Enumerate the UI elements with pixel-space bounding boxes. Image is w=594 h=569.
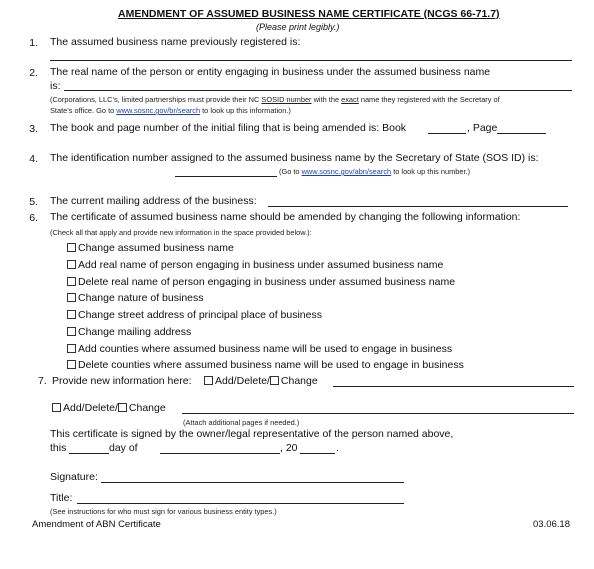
item-4-label: The identification number assigned to the assumed business name by the Secretary of State (SOS ID) is: <box>50 152 539 164</box>
checkbox[interactable] <box>67 360 76 369</box>
item-5-number: 5. <box>29 196 38 208</box>
real-name-field[interactable] <box>64 78 572 91</box>
form-title: AMENDMENT OF ASSUMED BUSINESS NAME CERTIFICATE (NCGS 66-71.7) <box>118 8 500 20</box>
option-delete-real-name[interactable] <box>67 276 455 288</box>
year-period: . <box>336 442 339 454</box>
item-6-number: 6. <box>29 212 38 224</box>
option-add-real-name[interactable] <box>67 259 443 271</box>
option-change-name[interactable] <box>67 242 234 254</box>
sos-id-field[interactable] <box>175 164 277 177</box>
checkbox[interactable] <box>67 243 76 252</box>
new-information-field-2[interactable] <box>182 401 574 414</box>
option-change-street-address[interactable] <box>67 309 322 321</box>
signing-instructions-note: (See instructions for who must sign for various business entity types.) <box>50 507 277 516</box>
checkbox[interactable] <box>67 293 76 302</box>
checkbox[interactable] <box>67 260 76 269</box>
item-5-label: The current mailing address of the business: <box>50 195 257 207</box>
item-2-label: The real name of the person or entity engaging in business under the assumed business name <box>50 66 491 78</box>
assumed-business-name-field[interactable] <box>50 48 572 61</box>
new-information-field-1[interactable] <box>333 374 574 387</box>
br-search-link[interactable]: www.sosnc.gov/br/search <box>116 106 201 115</box>
item-7-label: Provide new information here: <box>52 375 192 387</box>
day-of-label: day of <box>109 442 138 454</box>
note-text: with the <box>311 95 342 104</box>
mailing-address-field[interactable] <box>268 194 568 207</box>
item-3-number: 3. <box>29 123 38 135</box>
note-text: to look up this number.) <box>391 167 471 176</box>
footer-form-name: Amendment of ABN Certificate <box>32 519 161 530</box>
option-label: Add counties where assumed business name will be used to engage in business <box>78 343 453 355</box>
item-7b-options <box>52 402 166 414</box>
option-label: Delete real name of person engaging in business under assumed business name <box>78 276 456 288</box>
item-2-note-line1 <box>50 95 500 104</box>
checkbox[interactable] <box>67 344 76 353</box>
option-change-nature[interactable] <box>67 292 204 304</box>
add-label: Add/ <box>63 402 85 414</box>
checkbox[interactable] <box>67 277 76 286</box>
note-text: (Corporations, LLC’s, limited partnerships must provide their NC <box>50 95 262 104</box>
add-checkbox[interactable] <box>52 403 61 412</box>
item-6-label: The certificate of assumed business name should be amended by changing the following information: <box>50 211 521 223</box>
option-change-mailing-address[interactable] <box>67 326 191 338</box>
page-label: , Page <box>467 122 498 134</box>
item-1-label: The assumed business name previously registered is: <box>50 36 301 48</box>
title-field[interactable] <box>77 491 404 504</box>
item-7-number: 7. <box>38 375 47 387</box>
item-7-options <box>204 375 318 387</box>
delete-label: Delete/ <box>84 402 118 414</box>
option-delete-counties[interactable] <box>67 359 464 371</box>
change-label: Change <box>280 375 318 387</box>
item-2-number: 2. <box>29 67 38 79</box>
delete-label: Delete/ <box>236 375 270 387</box>
change-label: Change <box>128 402 166 414</box>
item-4-note <box>279 167 470 176</box>
option-label: Change assumed business name <box>78 242 234 254</box>
sosid-text: SOSID number <box>261 95 312 104</box>
option-label: Change mailing address <box>78 326 192 338</box>
item-3-label: The book and page number of the initial filing that is being amended is: Book <box>50 122 407 134</box>
option-label: Delete counties where assumed business name will be used to engage in business <box>78 359 464 371</box>
option-label: Change nature of business <box>78 292 204 304</box>
checkbox[interactable] <box>67 310 76 319</box>
signature-field[interactable] <box>101 470 404 483</box>
signature-statement: This certificate is signed by the owner/legal representative of the person named above, <box>50 428 454 440</box>
item-2-note-line2 <box>50 106 291 115</box>
item-4-number: 4. <box>29 153 38 165</box>
item-6-note: (Check all that apply and provide new information in the space provided below.): <box>50 228 312 237</box>
note-text: to look up this information.) <box>200 106 291 115</box>
abn-search-link[interactable]: www.sosnc.gov/abn/search <box>301 167 392 176</box>
exact-text: exact <box>341 95 359 104</box>
this-label: this <box>50 442 67 454</box>
note-text: State’s office. Go to <box>50 106 117 115</box>
year-field[interactable] <box>300 441 335 454</box>
month-field[interactable] <box>160 441 280 454</box>
change-checkbox[interactable] <box>118 403 127 412</box>
footer-revision-date: 03.06.18 <box>533 519 570 530</box>
signature-label: Signature: <box>50 471 98 483</box>
add-checkbox[interactable] <box>204 376 213 385</box>
note-text: (Go to <box>279 167 302 176</box>
change-checkbox[interactable] <box>270 376 279 385</box>
option-label: Add real name of person engaging in business under assumed business name <box>78 259 444 271</box>
day-field[interactable] <box>69 441 109 454</box>
checkbox[interactable] <box>67 327 76 336</box>
title-label: Title: <box>50 492 73 504</box>
item-1-number: 1. <box>29 37 38 49</box>
book-number-field[interactable] <box>428 121 466 134</box>
year-prefix-label: , 20 <box>280 442 298 454</box>
add-label: Add/ <box>215 375 237 387</box>
note-text: name they registered with the Secretary of <box>358 95 500 104</box>
option-add-counties[interactable] <box>67 343 452 355</box>
item-2-is-label: is: <box>50 80 61 92</box>
form-subtitle: (Please print legibly.) <box>256 22 340 32</box>
attach-pages-note: (Attach additional pages if needed.) <box>183 418 300 427</box>
page-number-field[interactable] <box>497 121 546 134</box>
option-label: Change street address of principal place of business <box>78 309 322 321</box>
